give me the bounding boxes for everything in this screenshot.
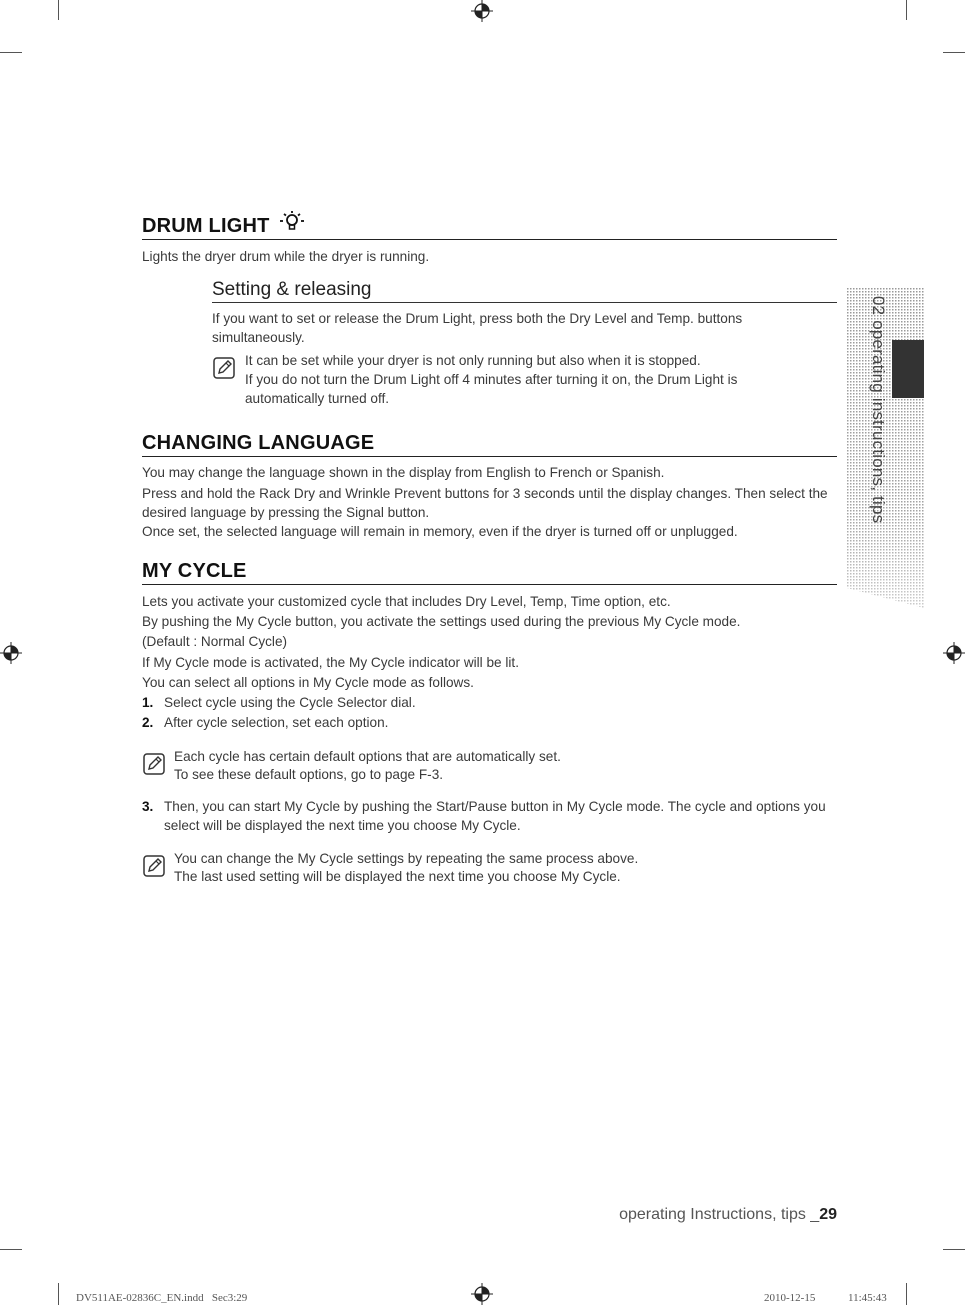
crop-mark — [906, 0, 907, 20]
note-icon — [142, 854, 166, 878]
note-icon — [142, 752, 166, 776]
my-cycle-paragraph: By pushing the My Cycle button, you activate the settings used during the previous My Cycle mode. — [142, 614, 741, 629]
step-number: 1. — [142, 695, 154, 710]
crop-mark — [943, 52, 965, 53]
my-cycle-paragraph: You can select all options in My Cycle mode as follows. — [142, 675, 474, 690]
registration-mark-icon — [471, 1283, 493, 1305]
language-paragraph: Once set, the selected language will remain in memory, even if the dryer is turned off or unplugged. — [142, 524, 738, 539]
step-item — [142, 693, 832, 712]
setting-text: If you want to set or release the Drum Light, press both the Dry Level and Temp. buttons simultaneously. — [212, 311, 743, 345]
note-icon — [212, 356, 236, 380]
note-text: If you do not turn the Drum Light off 4 minutes after turning it on, the Drum Light is automatically turned off. — [245, 372, 738, 406]
step-text: Select cycle using the Cycle Selector dial. — [164, 695, 416, 710]
side-tab-label: 02 operating instructions, tips — [869, 296, 888, 524]
note-text: To see these default options, go to page F-3. — [174, 767, 444, 782]
my-cycle-paragraph: (Default : Normal Cycle) — [142, 634, 288, 649]
footer-section: operating Instructions, tips _ — [619, 1206, 820, 1223]
step-text: Then, you can start My Cycle by pushing the Start/Pause button in My Cycle mode. The cycle and options you select will be displayed the next time you choose My Cycle. — [164, 799, 826, 833]
language-paragraph: Press and hold the Rack Dry and Wrinkle Prevent buttons for 3 seconds until the display changes. Then select the desired language by pressing the Signal button. — [142, 486, 828, 520]
section-title-changing-language: CHANGING LANGUAGE — [142, 432, 837, 457]
note-text: It can be set while your dryer is not only running but also when it is stopped. — [245, 353, 701, 368]
crop-mark — [0, 1249, 22, 1250]
section-title-text: DRUM LIGHT — [142, 215, 270, 237]
crop-mark — [58, 1283, 59, 1305]
note-text: You can change the My Cycle settings by repeating the same process above. — [174, 851, 639, 866]
slug-file-info: DV511AE-02836C_EN.indd Sec3:29 — [76, 1292, 248, 1304]
slug-time: 11:45:43 — [848, 1292, 887, 1304]
section-title-my-cycle: MY CYCLE — [142, 560, 837, 585]
step-item — [142, 797, 832, 835]
step-item — [142, 713, 832, 732]
my-cycle-paragraph: Lets you activate your customized cycle that includes Dry Level, Temp, Time option, etc. — [142, 594, 671, 609]
crop-mark — [58, 0, 59, 20]
note-text: Each cycle has certain default options that are automatically set. — [174, 749, 561, 764]
note-text: The last used setting will be displayed the next time you choose My Cycle. — [174, 869, 621, 884]
step-number: 2. — [142, 715, 154, 730]
section-title-drum-light — [142, 210, 837, 240]
page-number: 29 — [819, 1206, 837, 1223]
language-paragraph: You may change the language shown in the display from English to French or Spanish. — [142, 465, 665, 480]
drum-light-intro: Lights the dryer drum while the dryer is running. — [142, 249, 430, 264]
crop-mark — [0, 52, 22, 53]
my-cycle-paragraph: If My Cycle mode is activated, the My Cycle indicator will be lit. — [142, 655, 519, 670]
crop-mark — [906, 1283, 907, 1305]
step-number: 3. — [142, 799, 154, 814]
footer-page-title — [619, 1206, 837, 1224]
subsection-title-setting: Setting & releasing — [212, 279, 837, 303]
registration-mark-icon — [0, 642, 22, 664]
light-bulb-icon — [279, 210, 305, 234]
slug-date: 2010-12-15 — [764, 1292, 816, 1304]
step-text: After cycle selection, set each option. — [164, 715, 389, 730]
registration-mark-icon — [471, 0, 493, 22]
registration-mark-icon — [943, 642, 965, 664]
crop-mark — [943, 1249, 965, 1250]
